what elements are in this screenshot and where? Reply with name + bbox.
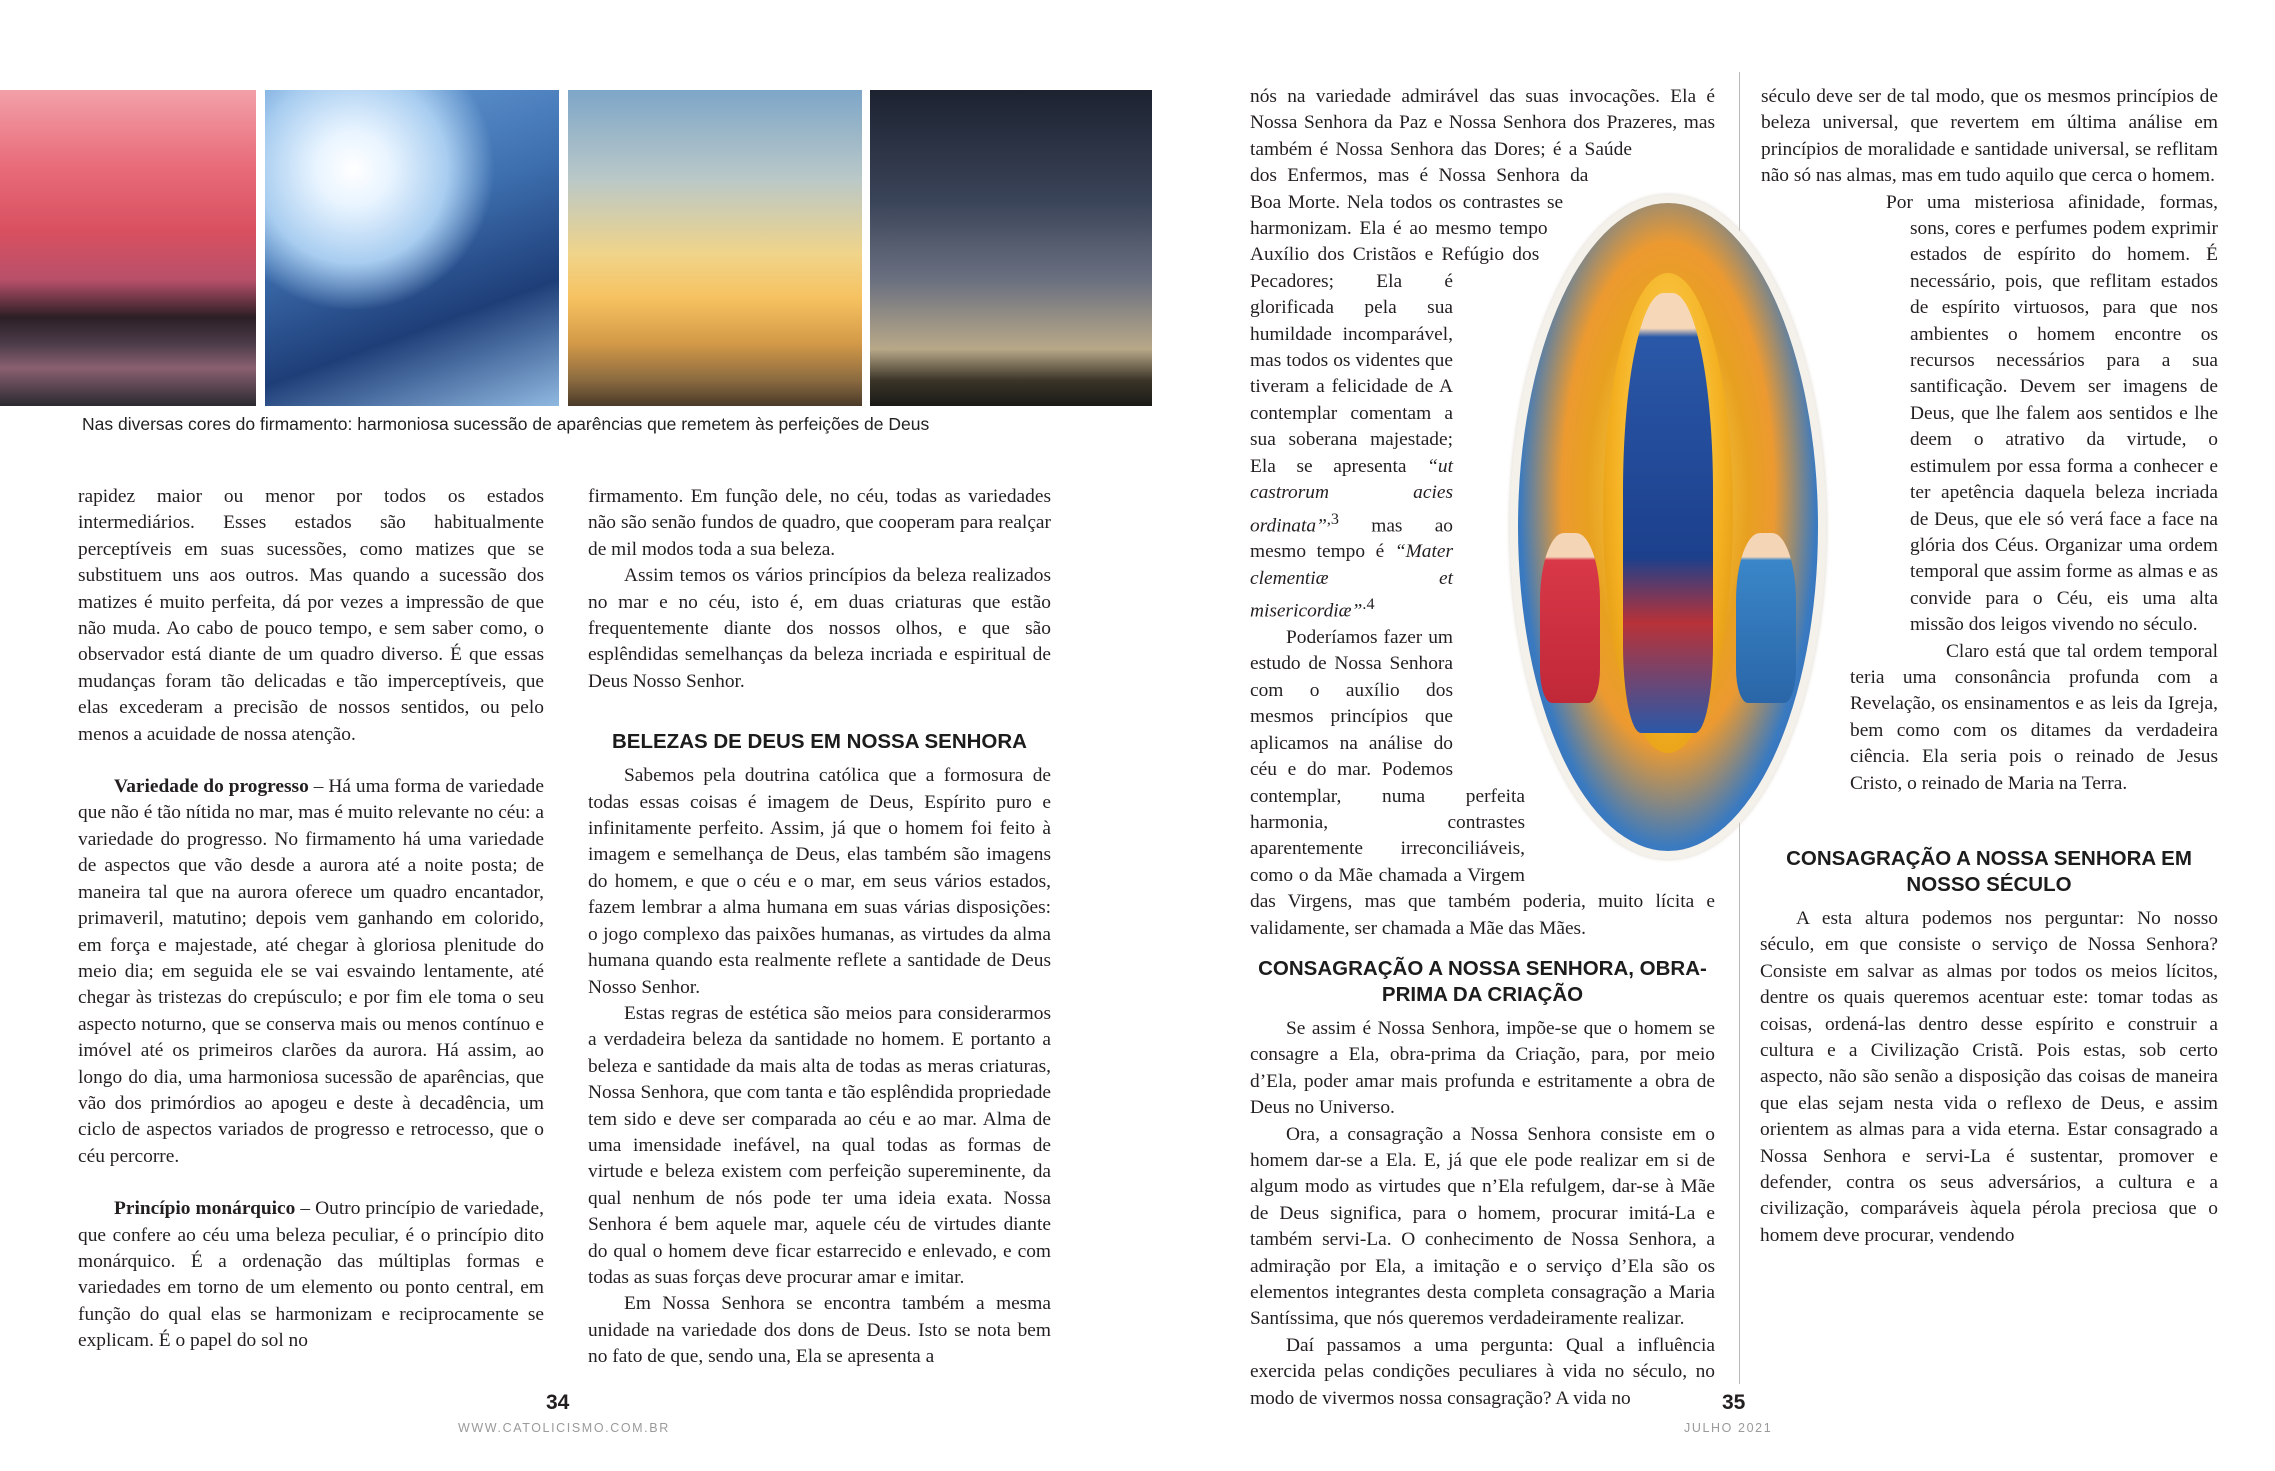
- photo-sun-behind-clouds: [265, 90, 559, 406]
- paragraph: nós na variedade admirável das suas invocações. Ela é Nossa Senhora da Paz e Nossa Senhora dos Prazeres, mas também é Nossa Senhora das Dores; é a Saúde dos Enfermos, mas é Nossa Senhora da Boa Morte. Nela todos os contrastes se harmonizam. Ela é ao mesmo tempo Auxílio dos Cristãos e Refúgio dos Pecadores; Ela é glorificada pela sua humildade incomparável, mas todos os videntes que tiveram a felicidade de A contemplar comentam a sua soberana majestade; Ela se apresenta “ut castrorum acies ordinata”$^{,3}$ mas ao mesmo tempo é “Mater clementiæ et misericordiæ”$^{.4}$: [1250, 86, 1715, 622]
- footnote-ref: .4: [1362, 596, 1375, 614]
- footnote-ref: ,3: [1326, 510, 1339, 528]
- latin-quote: “ut castrorum acies ordinata”: [1250, 455, 1453, 536]
- paragraph: Variedade do progresso – Há uma forma de variedade que não é tão nítida no mar, mas é muito relevante no céu: a variedade do progresso. No firmamento há uma variedade de aspectos que vão desde a aurora até a noite posta; de maneira tal que na aurora oferece um quadro encantador, primaveril, matutino; depois vem ganhando em colorido, em força e majestade, até chegar à gloriosa plenitude do meio dia; em seguida ele se vai esvaindo lentamente, até chegar às tristezas do crepúsculo; e por fim ele toma o seu aspecto noturno, que se conserva mais ou menos contínuo e imóvel até os primeiros clarões da aurora. Há assim, ao longo do dia, uma harmoniosa sucessão de aparências, que vão dos primórdios ao apogeu e deste à decadência, um ciclo de aspectos variados de progresso e retrocesso, que o céu percorre.: [78, 776, 544, 1167]
- paragraph: A esta altura podemos nos perguntar: No nosso século, em que consiste o serviço de Nossa Senhora? Consiste em salvar as almas por todos os meios lícitos, dentre os quais queremos acentuar este: tomar todas as coisas, ordená-las dentro desse espírito e construir a cultura e a Civilização Cristã. Pois estas, sob certo aspecto, não são senão a disposição das coisas de maneira que elas sejam nesta vida o reflexo de Deus, e assim orientem as almas para a vida eterna. Estar consagrado a Nossa Senhora e servi-La é sustentar, promover e defender, contra os seus adversários, a cultura e a civilização, comparáveis àquela pérola preciosa que o homem deve procurar, vendendo: [1760, 908, 2218, 1246]
- paragraph: Se assim é Nossa Senhora, impõe-se que o homem se consagre a Ela, obra-prima da Criação, para, por meio d’Ela, poder amar mais profunda e estritamente a obra de Deus no Universo.: [1250, 1017, 1715, 1119]
- photo-caption: Nas diversas cores do firmamento: harmoniosa sucessão de aparências que remetem às perfeições de Deus: [82, 414, 930, 434]
- paragraph: rapidez maior ou menor por todos os estados intermediários. Esses estados são habitualmente perceptíveis em suas sucessões, como matizes que se substituem uns aos outros. Mas quando a sucessão dos matizes é muito perfeita, dá por vezes a impressão de que não muda. Ao cabo de pouco tempo, e sem saber como, o observador está diante de um quadro diverso. É que essas mudanças foram tão delicadas e tão imperceptíveis, que elas excederam a precisão de nossos sentidos, ou pelo menos a acuidade de nossa atenção.: [78, 486, 544, 745]
- photo-sunset-sky: [0, 90, 256, 406]
- column-4: [1760, 84, 2218, 1249]
- paragraph: Estas regras de estética são meios para considerarmos a verdadeira beleza da santidade no homem. E portanto a beleza e santidade da mais alta de todas as meras criaturas, Nossa Senhora, que com tanta e tão esplêndida propriedade tem sido e deve ser comparada ao céu e ao mar. Alma de uma imensidade inefável, na qual todas as formas de virtude e beleza existem com perfeição supereminente, da qual nenhum de nós pode ter uma ideia exata. Nossa Senhora é bem aquele mar, aquele céu de virtudes diante do qual o homem deve ficar estarrecido e enlevado, e com todas as suas forças deve procurar amar e imitar.: [588, 1002, 1051, 1288]
- photo-golden-dawn: [568, 90, 862, 406]
- paragraph: Daí passamos a uma pergunta: Qual a influência exercida pelas condições peculiares à vida no século, no modo de vivermos nossa consagração? A vida no: [1250, 1334, 1715, 1409]
- angel-left: [1540, 533, 1600, 703]
- paragraph: firmamento. Em função dele, no céu, todas as variedades não são senão fundos de quadro, que cooperam para realçar de mil modos toda a sua beleza.: [588, 486, 1051, 560]
- website-footer: WWW.CATOLICISMO.COM.BR: [458, 1421, 670, 1435]
- page-number-left: 34: [546, 1391, 570, 1414]
- subheading: Variedade do progresso: [114, 776, 309, 798]
- page-number-right: 35: [1722, 1391, 1746, 1414]
- section-heading: BELEZAS DE DEUS EM NOSSA SENHORA: [612, 730, 1027, 754]
- paragraph: Por uma misteriosa afinidade, formas, sons, cores e perfumes podem exprimir estados de espírito do homem. É necessário, pois, que reflitam estados de espírito virtuosos, para que nos ambientes o homem encontre os recursos necessários para a sua santificação. Devem ser imagens de Deus, que lhe falem aos sentidos e lhe deem o atrativo da virtude, o estimulem por essa forma a conhecer e ter apetência daquela beleza incriada de Deus, que ele só verá face a face na glória dos Céus. Organizar uma ordem temporal que assim forme as almas e as convide para o Céu, eis uma alta missão dos leigos vivendo no século.: [1886, 191, 2218, 636]
- paragraph: Princípio monárquico – Outro princípio de variedade, que confere ao céu uma beleza peculiar, é o princípio dito monárquico. É a ordenação das múltiplas formas e variedades em torno de um elemento ou ponto central, em função do qual elas se harmonizam e reciprocamente se explicam. É o papel do sol no: [78, 1198, 545, 1352]
- paragraph: Ora, a consagração a Nossa Senhora consiste em o homem dar-se a Ela. E, já que ele pode realizar em si de algum modo as virtudes que n’Ela refulgem, dar-se à Mãe de Deus significa, para o homem, procurar imitá-La e também servi-La. O conhecimento de Nossa Senhora, a admiração por Ela, a imitação e o serviço d’Ela são os elementos integrantes desta completa consagração a Maria Santíssima, que nós queremos verdadeiramente realizar.: [1250, 1123, 1715, 1330]
- column-1: [78, 484, 544, 1355]
- paragraph: século deve ser de tal modo, que os mesmos princípios de beleza universal, que revertem em última análise em princípios de moralidade e santidade universal, se reflitam não só nas almas, mas em tudo aquilo que cerca o homem.: [1761, 86, 2218, 187]
- section-heading: CONSAGRAÇÃO A NOSSA SENHORA, OBRA-PRIMA DA CRIAÇÃO: [1258, 956, 1707, 1006]
- column-2: [588, 484, 1051, 1371]
- our-lady-painting: [1510, 195, 1826, 859]
- madonna-figure: [1623, 293, 1713, 733]
- section-heading: CONSAGRAÇÃO A NOSSA SENHORA EM NOSSO SÉCULO: [1786, 847, 2192, 896]
- paragraph: Em Nossa Senhora se encontra também a mesma unidade na variedade dos dons de Deus. Isto se nota bem no fato de que, sendo una, Ela se apresenta a: [588, 1293, 1051, 1368]
- paragraph: Assim temos os vários princípios da beleza realizados no mar e no céu, isto é, em duas criaturas que estão frequentemente diante dos nossos olhos, e que são esplêndidas semelhanças da beleza incriada e espiritual de Deus Nosso Senhor.: [588, 565, 1051, 692]
- paragraph: Poderíamos fazer um estudo de Nossa Senhora com o auxílio dos mesmos princípios que aplicamos na análise do céu e do mar. Podemos contemplar, numa perfeita harmonia, contrastes aparentemente irreconciliáveis, como o da Mãe chamada a Virgem das Virgens, mas que também poderia, muito lícita e validamente, ser chamada a Mãe das Mães.: [1250, 627, 1715, 939]
- angel-right: [1736, 533, 1796, 703]
- latin-quote: “Mater clementiæ et misericordiæ”: [1250, 541, 1453, 622]
- paragraph: Sabemos pela doutrina católica que a formosura de todas essas coisas é imagem de Deus, Espírito puro e infinitamente perfeito. Assim, já que o homem foi feito à imagem e semelhança de Deus, elas também são imagens do homem, e que o céu e o mar, em seus vários estados, fazem lembrar a alma humana em suas várias disposições: o jogo complexo das paixões humanas, as virtudes da alma humana quando esta realmente reflete a santidade de Deus Nosso Senhor.: [588, 765, 1051, 998]
- photo-starry-twilight: [870, 90, 1152, 406]
- paragraph: Claro está que tal ordem temporal teria uma consonância profunda com a Revelação, os ensinamentos e as leis da Igreja, bem como com os ditames da verdadeira ciência. Ela seria pois o reinado de Jesus Cristo, o reinado de Maria na Terra.: [1850, 640, 2218, 794]
- subheading: Princípio monárquico: [114, 1198, 296, 1220]
- issue-date-footer: JULHO 2021: [1684, 1421, 1773, 1435]
